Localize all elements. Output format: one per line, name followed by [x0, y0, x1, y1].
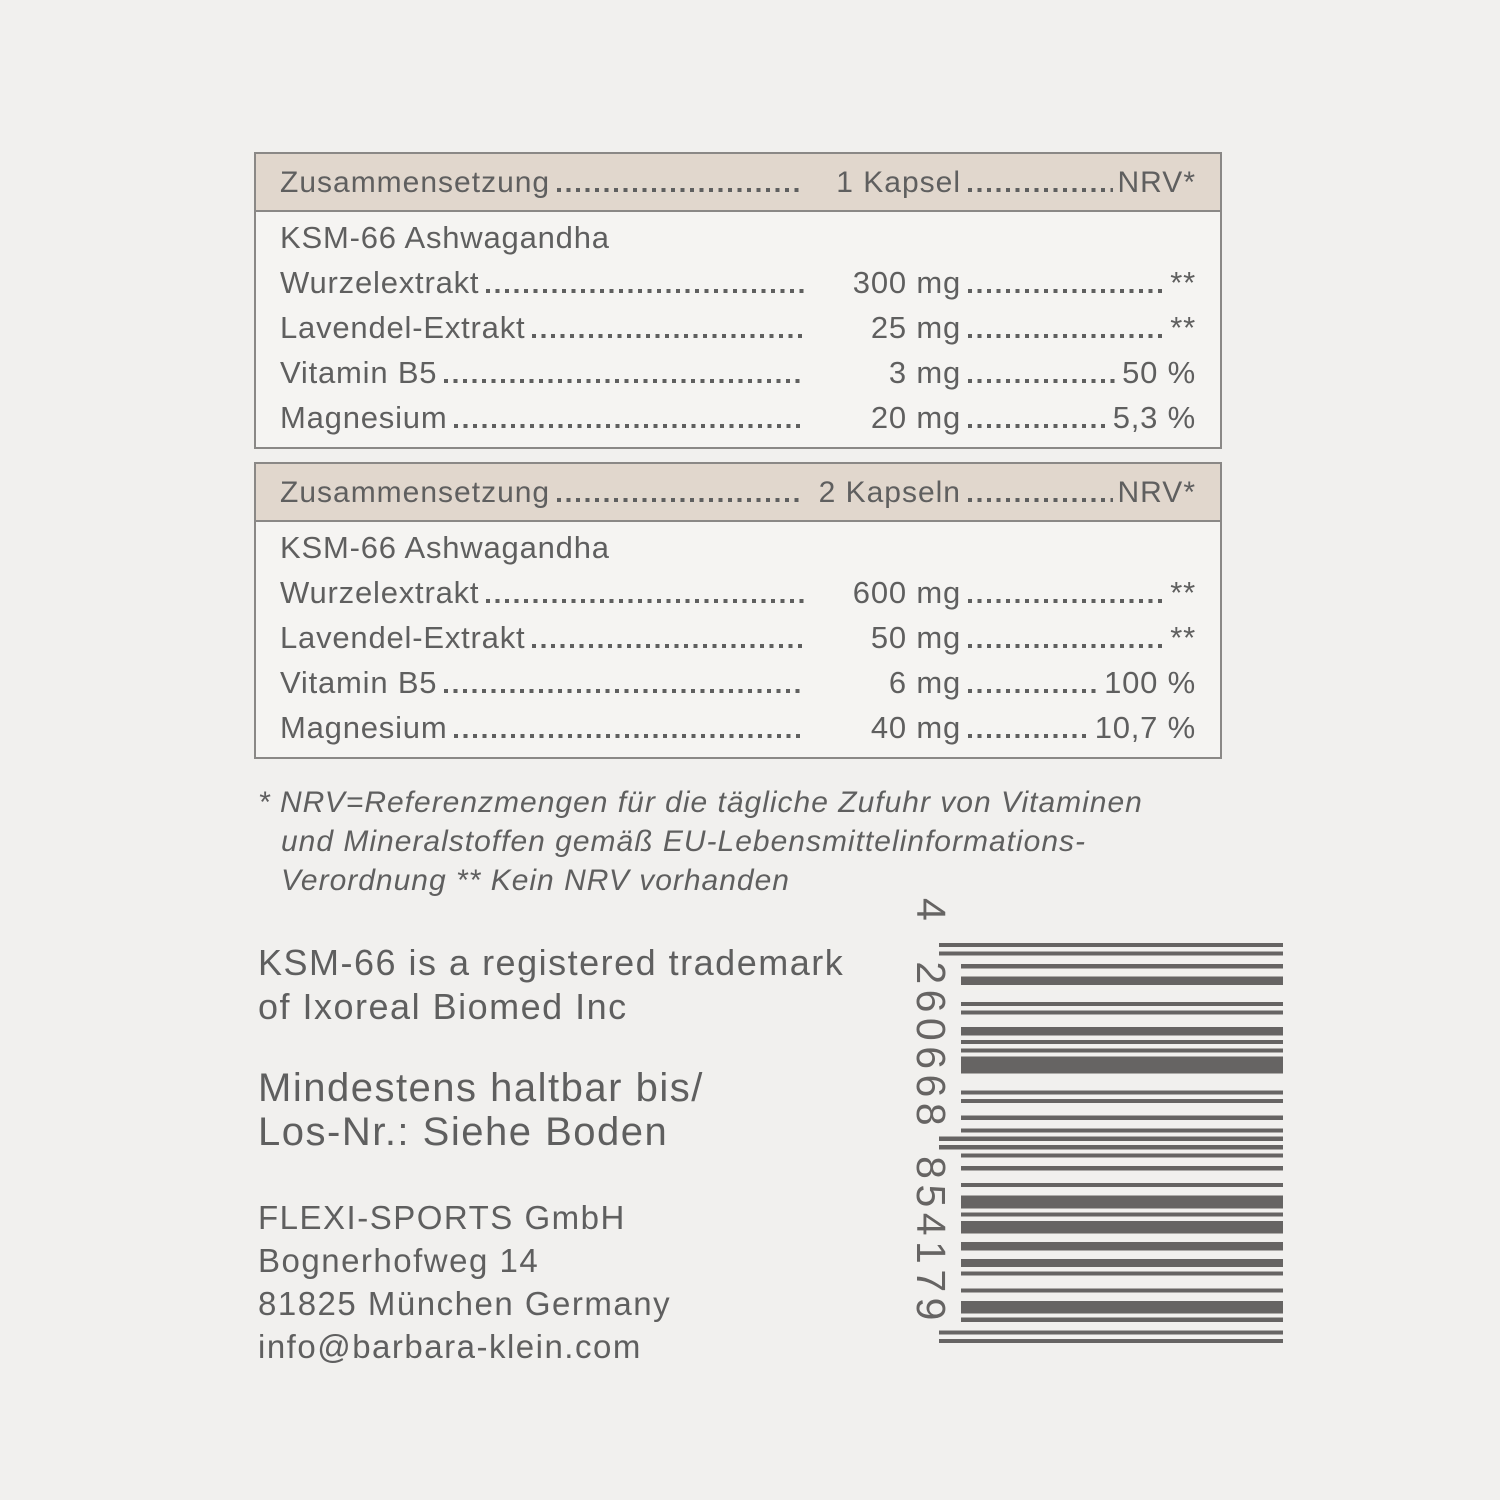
nrv-value: **	[1170, 310, 1196, 345]
table-header	[256, 464, 1220, 522]
nrv-value: 100 %	[1104, 665, 1196, 700]
ingredient-name-line: KSM-66 Ashwagandha	[280, 220, 610, 255]
trademark-line: of Ixoreal Biomed Inc	[258, 986, 628, 1027]
header-label: Zusammensetzung	[280, 166, 551, 199]
header-dose: 1 Kapsel	[836, 166, 961, 199]
dot-leader	[486, 599, 804, 603]
trademark-note	[258, 941, 844, 1029]
nrv-value: **	[1170, 575, 1196, 610]
ingredient-name: Wurzelextrakt	[280, 265, 480, 300]
table-header	[256, 154, 1220, 212]
dot-leader	[486, 289, 804, 293]
table-row	[280, 615, 1196, 660]
dot-leader	[968, 379, 1117, 383]
amount-value: 40 mg	[870, 710, 961, 745]
manufacturer-street: Bognerhofweg 14	[258, 1242, 540, 1279]
manufacturer-name: FLEXI-SPORTS GmbH	[258, 1199, 626, 1236]
best-before-line: Los-Nr.: Siehe Boden	[258, 1110, 669, 1154]
table-row	[280, 395, 1196, 440]
dot-leader	[968, 424, 1108, 428]
trademark-line: KSM-66 is a registered trademark	[258, 942, 845, 983]
ingredient-name: Lavendel-Extrakt	[280, 310, 526, 345]
barcode-prefix-digit: 4	[908, 898, 954, 927]
footnote-line: * NRV=Referenzmengen für die tägliche Zufuhr von Vitaminen	[258, 786, 1143, 819]
table-body	[256, 212, 1220, 447]
composition-table-2-kapseln	[254, 462, 1222, 759]
composition-table-1-kapsel	[254, 152, 1222, 449]
product-barcode	[890, 880, 1290, 1360]
amount-value: 3 mg	[888, 355, 961, 390]
ingredient-name: Magnesium	[280, 710, 448, 745]
footnote-line: Verordnung ** Kein NRV vorhanden	[281, 864, 790, 897]
nrv-value: 10,7 %	[1094, 710, 1196, 745]
dot-leader	[968, 689, 1099, 693]
ingredient-name: Magnesium	[280, 400, 448, 435]
header-dose: 2 Kapseln	[818, 476, 961, 509]
amount-value: 300 mg	[852, 265, 961, 300]
barcode-digit-group: 854179	[908, 1156, 954, 1326]
dot-leader	[532, 334, 804, 338]
table-row	[280, 705, 1196, 750]
ingredient-name: Wurzelextrakt	[280, 575, 480, 610]
header-label: Zusammensetzung	[280, 476, 551, 509]
dot-leader	[444, 379, 804, 383]
dot-leader	[557, 498, 804, 502]
dot-leader	[968, 734, 1090, 738]
amount-value: 25 mg	[870, 310, 961, 345]
ingredient-name: Lavendel-Extrakt	[280, 620, 526, 655]
dot-leader	[454, 424, 804, 428]
dot-leader	[968, 599, 1165, 603]
amount-value: 600 mg	[852, 575, 961, 610]
nrv-value: 50 %	[1122, 355, 1196, 390]
dot-leader	[557, 188, 804, 192]
best-before-line: Mindestens haltbar bis/	[258, 1066, 704, 1110]
amount-value: 20 mg	[870, 400, 961, 435]
ingredient-name-line: KSM-66 Ashwagandha	[280, 530, 610, 565]
amount-value: 50 mg	[870, 620, 961, 655]
table-row	[280, 260, 1196, 305]
nrv-value: 5,3 %	[1112, 400, 1196, 435]
table-body	[256, 522, 1220, 757]
dot-leader	[968, 289, 1165, 293]
dot-leader	[968, 188, 1113, 192]
barcode-bars	[939, 943, 1283, 1343]
table-row	[280, 350, 1196, 395]
dot-leader	[532, 644, 804, 648]
ingredient-name: Vitamin B5	[280, 665, 438, 700]
best-before-note	[258, 1066, 704, 1154]
dot-leader	[454, 734, 804, 738]
manufacturer-address	[258, 1196, 671, 1368]
dot-leader	[968, 334, 1165, 338]
manufacturer-city: 81825 München Germany	[258, 1285, 672, 1322]
manufacturer-email: info@barbara-klein.com	[258, 1328, 642, 1365]
header-nrv: NRV*	[1117, 166, 1196, 199]
table-row	[280, 660, 1196, 705]
dot-leader	[968, 498, 1113, 502]
barcode-digit-group: 260668	[908, 961, 954, 1132]
dot-leader	[444, 689, 804, 693]
amount-value: 6 mg	[888, 665, 961, 700]
header-nrv: NRV*	[1117, 476, 1196, 509]
footnote-line: und Mineralstoffen gemäß EU-Lebensmittelinformations-	[281, 825, 1087, 858]
table-row	[280, 570, 1196, 615]
nrv-value: **	[1170, 265, 1196, 300]
nrv-value: **	[1170, 620, 1196, 655]
table-row	[280, 305, 1196, 350]
dot-leader	[968, 644, 1165, 648]
ingredient-name: Vitamin B5	[280, 355, 438, 390]
